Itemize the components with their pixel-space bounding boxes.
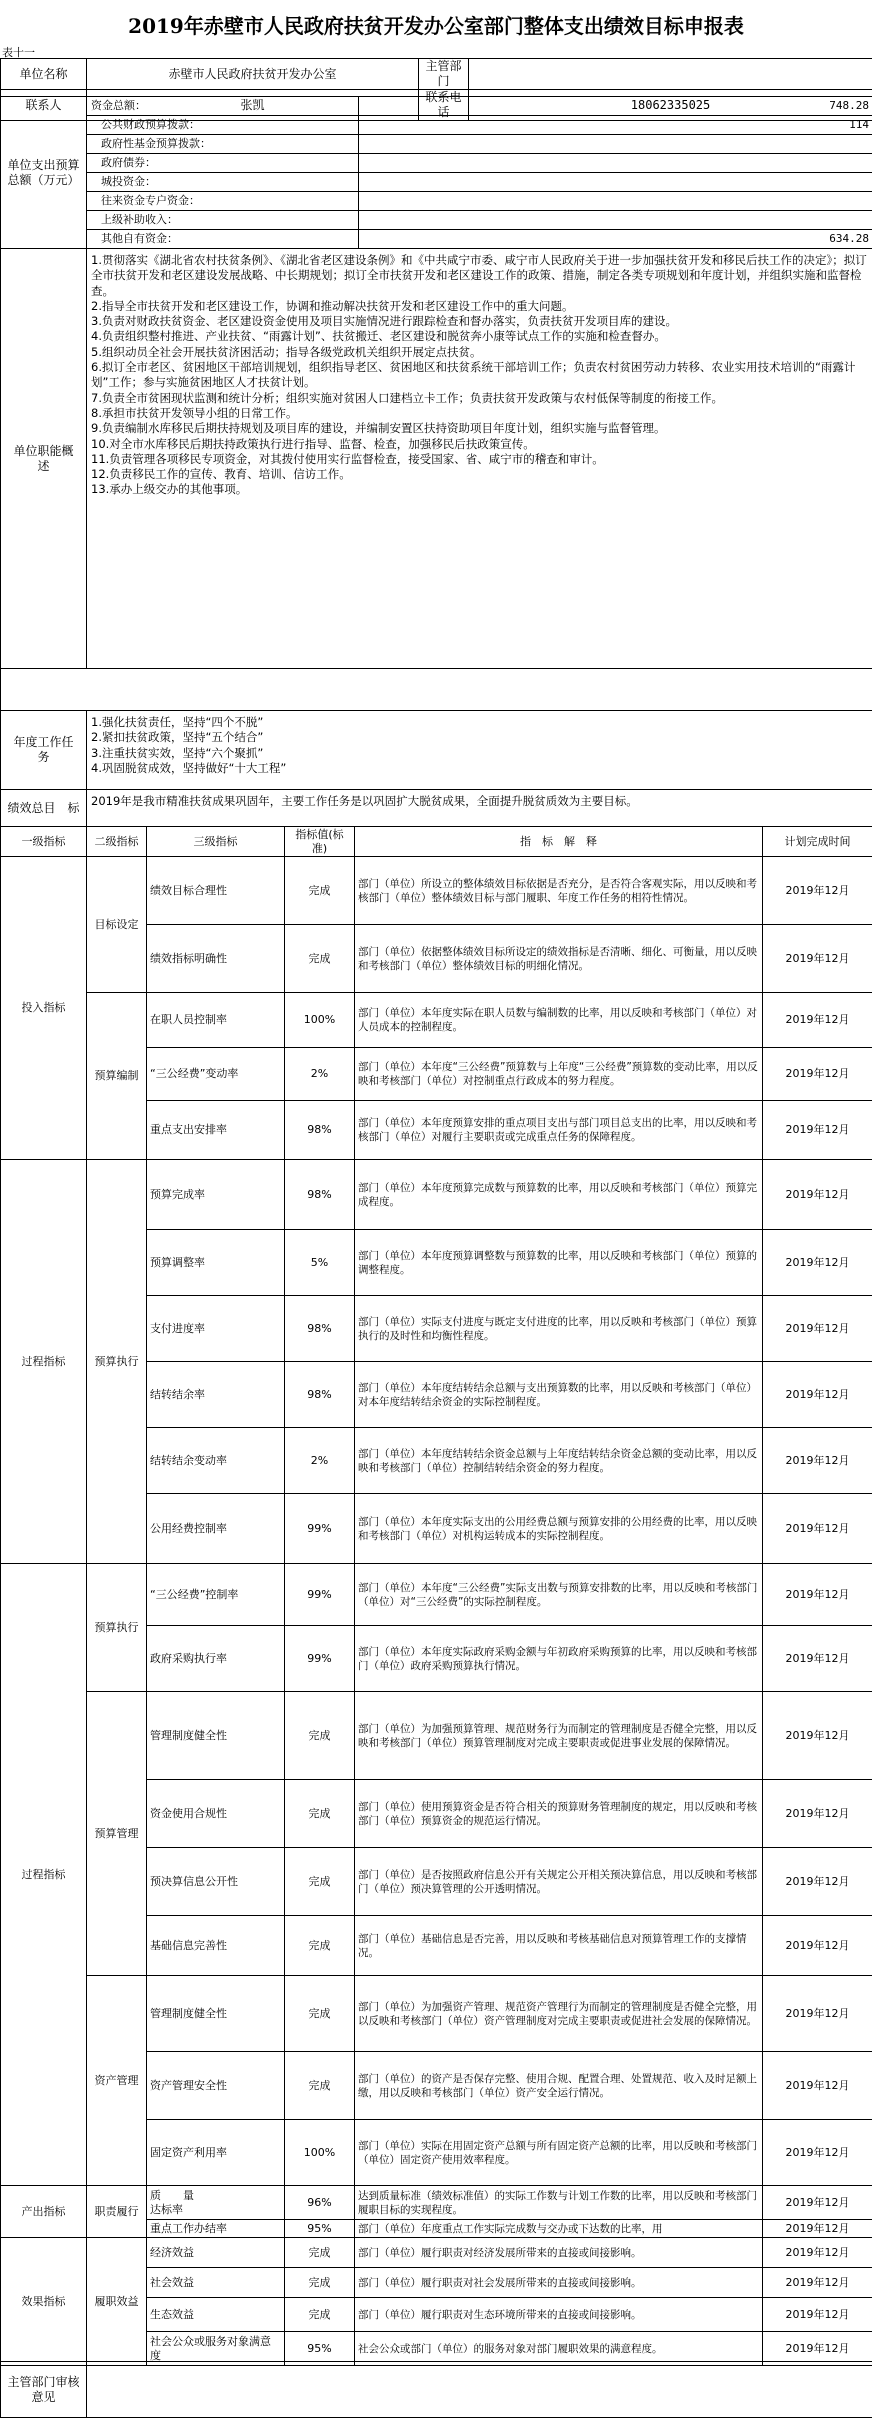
indicator-description: 部门（单位）本年度“三公经费”实际支出数与预算安排数的比率，用以反映和考核部门（单位）对“三公经费”的实际控制程度。 (355, 1564, 763, 1626)
indicator-description: 部门（单位）年度重点工作实际完成数与交办或下达数的比率，用 (355, 2220, 763, 2238)
level3-indicator: 结转结余变动率 (147, 1428, 285, 1494)
planned-completion-time: 2019年12月 (763, 1976, 872, 2052)
level1-indicator: 投入指标 (1, 857, 87, 1160)
indicator-value: 99% (285, 1564, 355, 1626)
level3-indicator: 支付进度率 (147, 1296, 285, 1362)
planned-completion-time: 2019年12月 (763, 2238, 872, 2268)
indicator-value: 98% (285, 1362, 355, 1428)
indicator-value: 95% (285, 2332, 355, 2366)
indicator-value: 完成 (285, 2052, 355, 2120)
indicator-value: 完成 (285, 1780, 355, 1848)
duty-text: 1.贯彻落实《湖北省农村扶贫条例》、《湖北省老区建设条例》和《中共咸宁市委、咸宁市人民政府关于进一步加强扶贫开发和移民后扶工作的决定》；拟订全市扶贫开发和老区建设发展战略、中长期规划；拟订全市扶贫开发和老区建设工作的政策、措施，制定各类专项规划和年度计划，并组织实施和监督检查。 2.指导全市扶贫开发和老区建设工作，协调和推动解决扶贫开发和老区建设工作中的重大问题。 3.负责对财政扶贫资金、老区建设资金使用及项目实施情况进行跟踪检查和督办落实，负责扶贫开发项目库的建设。 4.负责组织整村推进、产业扶贫、“雨露计划”、扶贫搬迁、老区建设和脱贫奔小康等试点工作的实施和检查督办。 5.组织动员全社会开展扶贫济困活动；指导各级党政机关组织开展定点扶贫。 6.拟订全市老区、贫困地区干部培训规划，组织指导老区、贫困地区和扶贫系统干部培训工作；负责农村贫困劳动力转移、农业实用技术培训的“雨露计划”工作；参与实施贫困地区人才扶贫计划。 7.负责全市贫困现状监测和统计分析；组织实施对贫困人口建档立卡工作；负责扶贫开发政策与农村低保等制度的衔接工作。 8.承担市扶贫开发领导小组的日常工作。 9.负责编制水库移民后期扶持规划及项目库的建设，并编制安置区扶持资助项目年度计划，组织实施与监督管理。 10.对全市水库移民后期扶持政策执行进行指导、监督、检查，加强移民后扶政策宣传。 11.负责管理各项移民专项资金，对其拨付使用实行监督检查，接受国家、省、咸宁市的稽查和审计。 12.负责移民工作的宣传、教育、培训、信访工作。 13.承办上级交办的其他事项。 (87, 249, 872, 669)
budget-item-value: 634.28 (359, 230, 872, 249)
indicator-value: 完成 (285, 857, 355, 925)
indicator-description: 部门（单位）的资产是否保存完整、使用合规、配置合理、处置规范、收入及时足额上缴，用以反映和考核部门（单位）资产安全运行情况。 (355, 2052, 763, 2120)
planned-completion-time: 2019年12月 (763, 2186, 872, 2220)
level3-indicator: 固定资产利用率 (147, 2120, 285, 2186)
indicator-value: 100% (285, 993, 355, 1048)
indicator-value: 5% (285, 1230, 355, 1296)
indicator-value: 98% (285, 1296, 355, 1362)
indicator-description: 部门（单位）履行职责对生态环境所带来的直接或间接影响。 (355, 2298, 763, 2332)
indicator-description: 部门（单位）为加强预算管理、规范财务行为而制定的管理制度是否健全完整，用以反映和考核部门（单位）预算管理制度对完成主要职责或促进事业发展的保障情况。 (355, 1692, 763, 1780)
planned-completion-time: 2019年12月 (763, 2332, 872, 2366)
budget-item-value (359, 173, 872, 192)
budget-label: 单位支出预算总额（万元） (1, 97, 87, 249)
indicator-description: 部门（单位）本年度“三公经费”预算数与上年度“三公经费”预算数的变动比率，用以反映和考核部门（单位）对控制重点行政成本的努力程度。 (355, 1048, 763, 1101)
indicator-description: 部门（单位）实际支付进度与既定支付进度的比率，用以反映和考核部门（单位）预算执行的及时性和均衡性程度。 (355, 1296, 763, 1362)
planned-completion-time: 2019年12月 (763, 2220, 872, 2238)
phone-label: 联系电话 (419, 90, 469, 121)
column-header: 指标值(标准) (285, 827, 355, 857)
planned-completion-time: 2019年12月 (763, 1230, 872, 1296)
goal-text: 2019年是我市精准扶贫成果巩固年，主要工作任务是以巩固扩大脱贫成果，全面提升脱贫质效为主要目标。 (87, 790, 872, 827)
level3-indicator: 重点支出安排率 (147, 1101, 285, 1160)
planned-completion-time: 2019年12月 (763, 1780, 872, 1848)
level3-indicator: 管理制度健全性 (147, 1692, 285, 1780)
indicator-description: 部门（单位）所设立的整体绩效目标依据是否充分，是否符合客观实际，用以反映和考核部门（单位）整体绩效目标与部门履职、年度工作任务的相符性情况。 (355, 857, 763, 925)
indicator-description: 部门（单位）本年度结转结余总额与支出预算数的比率，用以反映和考核部门（单位）对本年度结转结余资金的实际控制程度。 (355, 1362, 763, 1428)
level3-indicator: 结转结余率 (147, 1362, 285, 1428)
description-table (0, 248, 872, 827)
level3-indicator: 绩效指标明确性 (147, 925, 285, 993)
indicator-description: 部门（单位）本年度实际在职人员数与编制数的比率，用以反映和考核部门（单位）对人员成本的控制程度。 (355, 993, 763, 1048)
budget-item-label: 其他自有资金： (87, 230, 359, 249)
budget-item-value: 114 (359, 116, 872, 135)
column-header: 指 标 解 释 (355, 827, 763, 857)
level3-indicator: 质 量 达标率 (147, 2186, 285, 2220)
indicator-value: 99% (285, 1626, 355, 1692)
planned-completion-time: 2019年12月 (763, 1362, 872, 1428)
indicator-value: 95% (285, 2220, 355, 2238)
planned-completion-time: 2019年12月 (763, 1692, 872, 1780)
indicator-description: 部门（单位）履行职责对社会发展所带来的直接或间接影响。 (355, 2268, 763, 2298)
contact-label: 联系人 (1, 90, 87, 121)
contact-value: 张凯 (87, 90, 419, 121)
budget-item-label: 政府性基金预算拨款： (87, 135, 359, 154)
indicator-value: 完成 (285, 2238, 355, 2268)
level1-indicator: 产出指标 (1, 2186, 87, 2238)
planned-completion-time: 2019年12月 (763, 1048, 872, 1101)
table-row (1, 857, 872, 925)
column-header: 一级指标 (1, 827, 87, 857)
annual-task-text: 1.强化扶贫责任，坚持“四个不脱” 2.紧扣扶贫政策，坚持“五个结合” 3.注重扶贫实效，坚持“六个聚抓” 4.巩固脱贫成效，坚持做好“十大工程” (87, 711, 872, 790)
level1-indicator: 效果指标 (1, 2238, 87, 2366)
planned-completion-time: 2019年12月 (763, 1564, 872, 1626)
review-value (87, 2362, 872, 2418)
level3-indicator: 生态效益 (147, 2298, 285, 2332)
phone-value: 18062335025 (469, 90, 872, 121)
indicator-description: 部门（单位）为加强资产管理、规范资产管理行为而制定的管理制度是否健全完整，用以反映和考核部门（单位）资产管理制度对完成主要职责或促进社会发展的保障情况。 (355, 1976, 763, 2052)
table-row (1, 1160, 872, 1230)
indicator-value: 完成 (285, 1692, 355, 1780)
supervisor-value (469, 59, 872, 90)
table-row (1, 1976, 872, 2052)
table-row (1, 2238, 872, 2268)
level2-indicator: 预算管理 (87, 1692, 147, 1976)
level1-indicator: 过程指标 (1, 1160, 87, 1564)
level2-indicator: 目标设定 (87, 857, 147, 993)
supervisor-label: 主管部门 (419, 59, 469, 90)
table-row (1, 2186, 872, 2220)
planned-completion-time: 2019年12月 (763, 2268, 872, 2298)
planned-completion-time: 2019年12月 (763, 1428, 872, 1494)
level3-indicator: 资金使用合规性 (147, 1780, 285, 1848)
planned-completion-time: 2019年12月 (763, 1101, 872, 1160)
budget-item-value (359, 192, 872, 211)
indicator-description: 部门（单位）本年度结转结余资金总额与上年度结转结余资金总额的变动比率，用以反映和考核部门（单位）控制结转结余资金的努力程度。 (355, 1428, 763, 1494)
indicator-value: 98% (285, 1101, 355, 1160)
level3-indicator: 基础信息完善性 (147, 1916, 285, 1976)
indicator-description: 达到质量标准（绩效标准值）的实际工作数与计划工作数的比率，用以反映和考核部门履职目标的实现程度。 (355, 2186, 763, 2220)
unit-name-value: 赤壁市人民政府扶贫开发办公室 (87, 59, 419, 90)
indicator-value: 完成 (285, 1976, 355, 2052)
level3-indicator: “三公经费”变动率 (147, 1048, 285, 1101)
column-header: 二级指标 (87, 827, 147, 857)
indicator-description: 社会公众或部门（单位）的服务对象对部门履职效果的满意程度。 (355, 2332, 763, 2366)
indicator-description: 部门（单位）是否按照政府信息公开有关规定公开相关预决算信息，用以反映和考核部门（单位）预决算管理的公开透明情况。 (355, 1848, 763, 1916)
annual-task-label: 年度工作任 务 (1, 711, 87, 790)
planned-completion-time: 2019年12月 (763, 993, 872, 1048)
planned-completion-time: 2019年12月 (763, 1916, 872, 1976)
indicator-value: 99% (285, 1494, 355, 1564)
table-row (1, 1692, 872, 1780)
planned-completion-time: 2019年12月 (763, 857, 872, 925)
planned-completion-time: 2019年12月 (763, 925, 872, 993)
budget-table (0, 96, 872, 249)
level2-indicator: 履职效益 (87, 2238, 147, 2366)
review-table (0, 2361, 872, 2418)
planned-completion-time: 2019年12月 (763, 1848, 872, 1916)
indicator-description: 部门（单位）实际在用固定资产总额与所有固定资产总额的比率，用以反映和考核部门（单位）固定资产使用效率程度。 (355, 2120, 763, 2186)
indicator-value: 100% (285, 2120, 355, 2186)
unit-name-label: 单位名称 (1, 59, 87, 90)
level3-indicator: 预算调整率 (147, 1230, 285, 1296)
level3-indicator: 公用经费控制率 (147, 1494, 285, 1564)
indicator-description: 部门（单位）本年度预算调整数与预算数的比率，用以反映和考核部门（单位）预算的调整程度。 (355, 1230, 763, 1296)
table-row (1, 1564, 872, 1626)
indicator-value: 2% (285, 1048, 355, 1101)
indicator-value: 完成 (285, 2298, 355, 2332)
planned-completion-time: 2019年12月 (763, 1296, 872, 1362)
level2-indicator: 预算执行 (87, 1160, 147, 1564)
indicator-value: 2% (285, 1428, 355, 1494)
indicator-description: 部门（单位）本年度实际政府采购金额与年初政府采购预算的比率，用以反映和考核部门（单位）政府采购预算执行情况。 (355, 1626, 763, 1692)
level2-indicator: 预算执行 (87, 1564, 147, 1692)
planned-completion-time: 2019年12月 (763, 1160, 872, 1230)
budget-item-value (359, 135, 872, 154)
level3-indicator: “三公经费”控制率 (147, 1564, 285, 1626)
page-title: 2019年赤壁市人民政府扶贫开发办公室部门整体支出绩效目标申报表 (128, 14, 744, 38)
indicator-description: 部门（单位）本年度预算安排的重点项目支出与部门项目总支出的比率，用以反映和考核部门（单位）对履行主要职责或完成重点任务的保障程度。 (355, 1101, 763, 1160)
budget-item-label: 上级补助收入： (87, 211, 359, 230)
level2-indicator: 资产管理 (87, 1976, 147, 2186)
table-row (1, 993, 872, 1048)
level1-indicator: 过程指标 (1, 1564, 87, 2186)
level3-indicator: 绩效目标合理性 (147, 857, 285, 925)
indicator-description: 部门（单位）本年度实际支出的公用经费总额与预算安排的公用经费的比率，用以反映和考核部门（单位）对机构运转成本的实际控制程度。 (355, 1494, 763, 1564)
indicator-description: 部门（单位）使用预算资金是否符合相关的预算财务管理制度的规定，用以反映和考核部门（单位）预算资金的规范运行情况。 (355, 1780, 763, 1848)
planned-completion-time: 2019年12月 (763, 1626, 872, 1692)
indicator-description: 部门（单位）基础信息是否完善，用以反映和考核基础信息对预算管理工作的支撑情况。 (355, 1916, 763, 1976)
budget-item-label: 公共财政预算拨款： (87, 116, 359, 135)
indicator-description: 部门（单位）履行职责对经济发展所带来的直接或间接影响。 (355, 2238, 763, 2268)
indicator-description: 部门（单位）依据整体绩效目标所设定的绩效指标是否清晰、细化、可衡量，用以反映和考核部门（单位）整体绩效目标的明细化情况。 (355, 925, 763, 993)
table-number: 表十一 (2, 46, 35, 59)
indicator-value: 完成 (285, 1848, 355, 1916)
level3-indicator: 在职人员控制率 (147, 993, 285, 1048)
budget-item-label: 资金总额： (87, 97, 359, 116)
indicator-value: 98% (285, 1160, 355, 1230)
level3-indicator: 经济效益 (147, 2238, 285, 2268)
level3-indicator: 政府采购执行率 (147, 1626, 285, 1692)
review-label: 主管部门审核意见 (1, 2362, 87, 2418)
level3-indicator: 管理制度健全性 (147, 1976, 285, 2052)
level3-indicator: 重点工作办结率 (147, 2220, 285, 2238)
indicator-table (0, 826, 872, 2366)
level3-indicator: 预算完成率 (147, 1160, 285, 1230)
level2-indicator: 职责履行 (87, 2186, 147, 2238)
planned-completion-time: 2019年12月 (763, 2052, 872, 2120)
level3-indicator: 社会效益 (147, 2268, 285, 2298)
budget-item-value: 748.28 (359, 97, 872, 116)
duty-label: 单位职能概 述 (1, 249, 87, 669)
level3-indicator: 预决算信息公开性 (147, 1848, 285, 1916)
budget-item-value (359, 154, 872, 173)
indicator-value: 完成 (285, 925, 355, 993)
planned-completion-time: 2019年12月 (763, 2298, 872, 2332)
goal-label: 绩效总目 标 (1, 790, 87, 827)
indicator-value: 完成 (285, 1916, 355, 1976)
column-header: 三级指标 (147, 827, 285, 857)
budget-item-value (359, 211, 872, 230)
budget-item-label: 政府债券： (87, 154, 359, 173)
level3-indicator: 资产管理安全性 (147, 2052, 285, 2120)
planned-completion-time: 2019年12月 (763, 2120, 872, 2186)
budget-item-label: 城投资金： (87, 173, 359, 192)
budget-item-label: 往来资金专户资金： (87, 192, 359, 211)
planned-completion-time: 2019年12月 (763, 1494, 872, 1564)
indicator-value: 完成 (285, 2268, 355, 2298)
column-header: 计划完成时间 (763, 827, 872, 857)
level3-indicator: 社会公众或服务对象满意度 (147, 2332, 285, 2366)
indicator-description: 部门（单位）本年度预算完成数与预算数的比率，用以反映和考核部门（单位）预算完成程度。 (355, 1160, 763, 1230)
level2-indicator: 预算编制 (87, 993, 147, 1160)
indicator-value: 96% (285, 2186, 355, 2220)
